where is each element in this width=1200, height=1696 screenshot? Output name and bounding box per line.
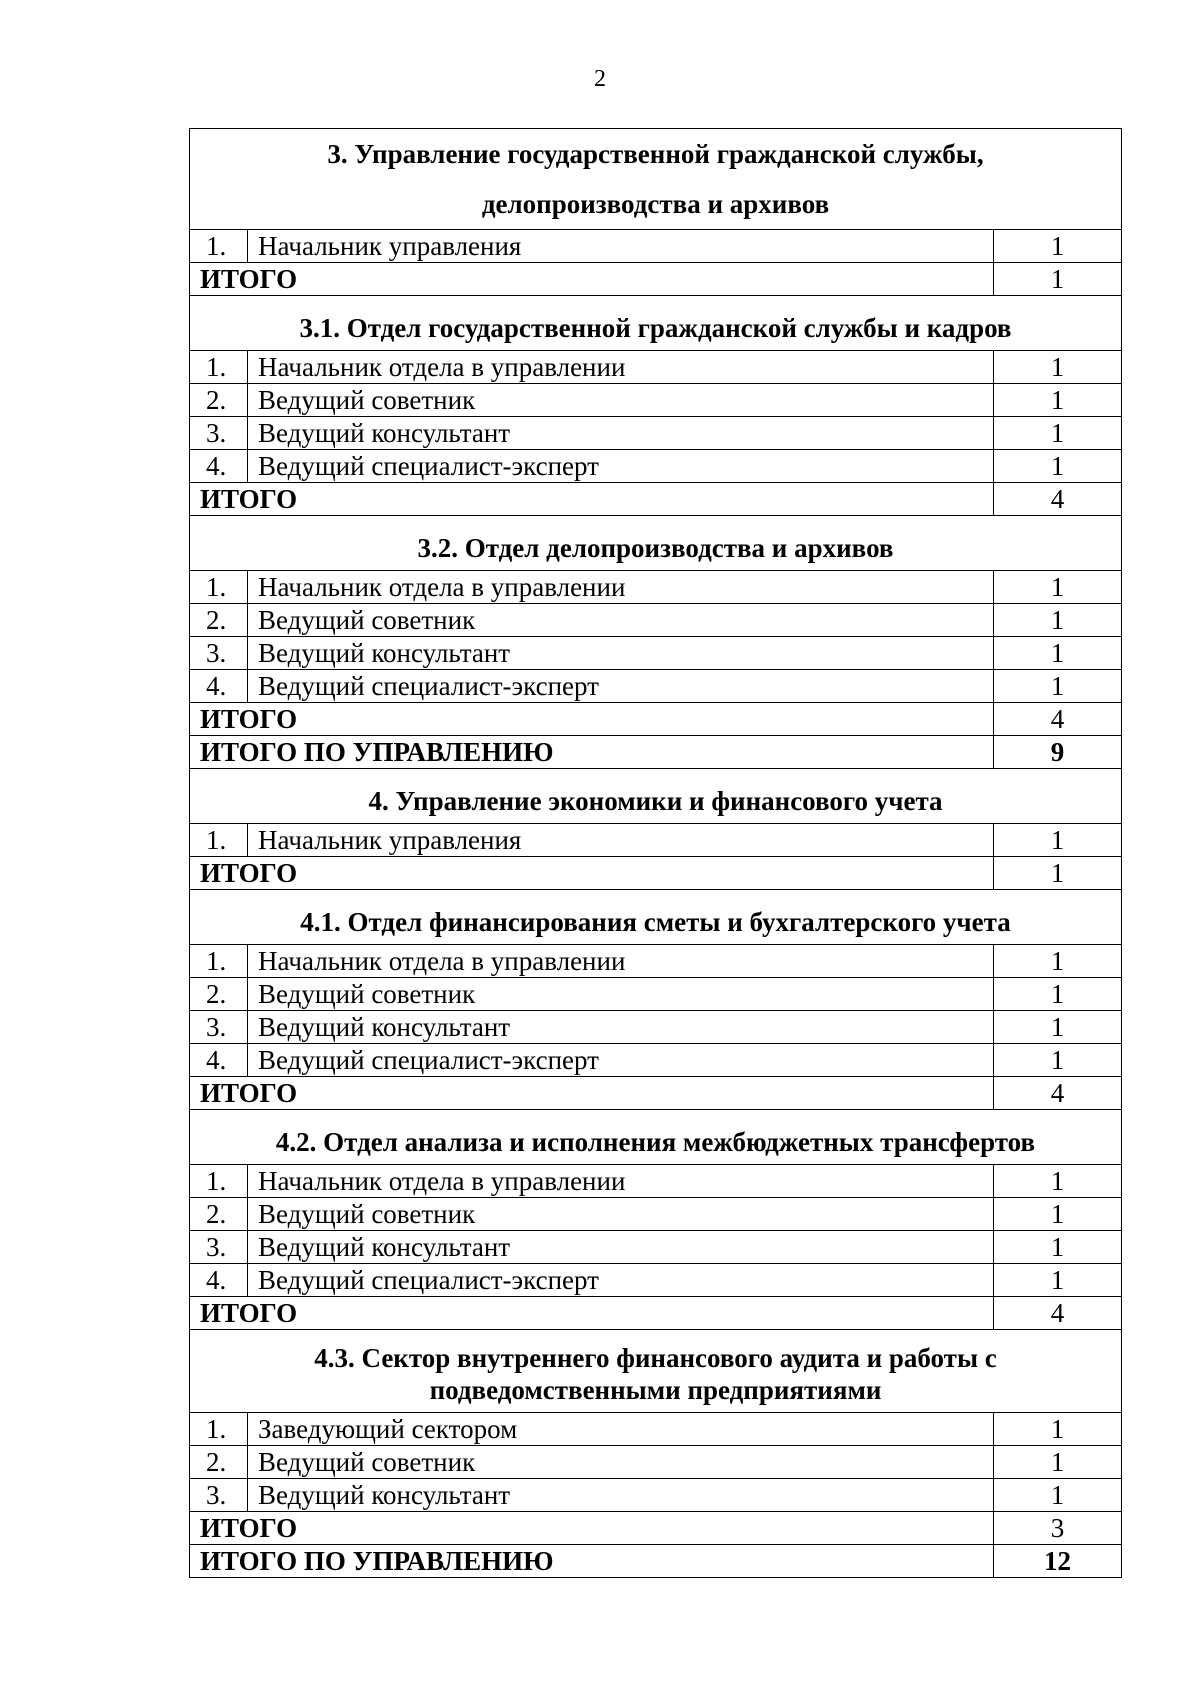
section-title-line: 3.2. Отдел делопроизводства и архивов bbox=[417, 533, 894, 563]
position-number: 4. bbox=[190, 1044, 248, 1077]
position-count: 1 bbox=[994, 1446, 1122, 1479]
position-number: 3. bbox=[190, 1011, 248, 1044]
grand-total-row bbox=[190, 736, 1122, 769]
position-number: 1. bbox=[190, 230, 248, 263]
section-title bbox=[190, 890, 1122, 945]
position-title: Ведущий консультант bbox=[248, 417, 994, 450]
position-title: Начальник отдела в управлении bbox=[248, 571, 994, 604]
section-header-row bbox=[190, 296, 1122, 351]
position-row bbox=[190, 1011, 1122, 1044]
position-count: 1 bbox=[994, 1165, 1122, 1198]
section-title-line: 3. Управление государственной гражданской службы, bbox=[327, 139, 984, 169]
position-title: Ведущий специалист-эксперт bbox=[248, 670, 994, 703]
total-label: ИТОГО bbox=[190, 703, 994, 736]
total-count: 4 bbox=[994, 1297, 1122, 1330]
total-label: ИТОГО bbox=[190, 1297, 994, 1330]
position-count: 1 bbox=[994, 637, 1122, 670]
position-count: 1 bbox=[994, 604, 1122, 637]
section-title-line: 4.1. Отдел финансирования сметы и бухгалтерского учета bbox=[300, 907, 1011, 937]
position-number: 2. bbox=[190, 978, 248, 1011]
section-header-row bbox=[190, 129, 1122, 230]
position-count: 1 bbox=[994, 670, 1122, 703]
grand-total-label: ИТОГО ПО УПРАВЛЕНИЮ bbox=[190, 736, 994, 769]
total-row bbox=[190, 483, 1122, 516]
position-count: 1 bbox=[994, 1011, 1122, 1044]
grand-total-row bbox=[190, 1545, 1122, 1578]
position-row bbox=[190, 450, 1122, 483]
total-row bbox=[190, 703, 1122, 736]
section-title bbox=[190, 1330, 1122, 1413]
section-header-row bbox=[190, 516, 1122, 571]
section-title-line: 4. Управление экономики и финансового учета bbox=[368, 786, 943, 816]
position-count: 1 bbox=[994, 1198, 1122, 1231]
section-header-row bbox=[190, 1330, 1122, 1413]
section-title bbox=[190, 296, 1122, 351]
section-header-row bbox=[190, 1110, 1122, 1165]
position-count: 1 bbox=[994, 945, 1122, 978]
position-number: 1. bbox=[190, 571, 248, 604]
position-row bbox=[190, 824, 1122, 857]
position-row bbox=[190, 1446, 1122, 1479]
position-count: 1 bbox=[994, 450, 1122, 483]
section-title-line: 3.1. Отдел государственной гражданской службы и кадров bbox=[299, 313, 1012, 343]
section-title-line: делопроизводства и архивов bbox=[481, 189, 830, 219]
position-title: Ведущий консультант bbox=[248, 1011, 994, 1044]
position-number: 3. bbox=[190, 1231, 248, 1264]
position-row bbox=[190, 637, 1122, 670]
position-title: Ведущий специалист-эксперт bbox=[248, 1264, 994, 1297]
position-title: Ведущий консультант bbox=[248, 1479, 994, 1512]
position-number: 1. bbox=[190, 1413, 248, 1446]
position-title: Ведущий советник bbox=[248, 384, 994, 417]
total-count: 4 bbox=[994, 1077, 1122, 1110]
position-title: Ведущий специалист-эксперт bbox=[248, 1044, 994, 1077]
page-number: 2 bbox=[594, 66, 606, 92]
position-title: Начальник отдела в управлении bbox=[248, 945, 994, 978]
total-row bbox=[190, 1512, 1122, 1545]
position-row bbox=[190, 571, 1122, 604]
position-row bbox=[190, 1479, 1122, 1512]
position-title: Ведущий советник bbox=[248, 978, 994, 1011]
section-title bbox=[190, 769, 1122, 824]
section-title-line: 4.2. Отдел анализа и исполнения межбюджетных трансфертов bbox=[275, 1127, 1036, 1157]
position-number: 1. bbox=[190, 945, 248, 978]
grand-total-label: ИТОГО ПО УПРАВЛЕНИЮ bbox=[190, 1545, 994, 1578]
position-number: 2. bbox=[190, 1198, 248, 1231]
position-number: 3. bbox=[190, 637, 248, 670]
position-count: 1 bbox=[994, 571, 1122, 604]
position-row bbox=[190, 351, 1122, 384]
position-number: 1. bbox=[190, 824, 248, 857]
position-title: Ведущий советник bbox=[248, 1198, 994, 1231]
total-label: ИТОГО bbox=[190, 1512, 994, 1545]
grand-total-count: 9 bbox=[994, 736, 1122, 769]
position-title: Ведущий консультант bbox=[248, 1231, 994, 1264]
total-label: ИТОГО bbox=[190, 263, 994, 296]
section-title-line: подведомственными предприятиями bbox=[429, 1375, 882, 1405]
position-number: 3. bbox=[190, 417, 248, 450]
position-row bbox=[190, 1165, 1122, 1198]
section-title bbox=[190, 1110, 1122, 1165]
position-count: 1 bbox=[994, 230, 1122, 263]
position-number: 2. bbox=[190, 1446, 248, 1479]
total-row bbox=[190, 263, 1122, 296]
position-row bbox=[190, 604, 1122, 637]
total-label: ИТОГО bbox=[190, 483, 994, 516]
position-number: 4. bbox=[190, 1264, 248, 1297]
section-title bbox=[190, 129, 1122, 230]
position-count: 1 bbox=[994, 417, 1122, 450]
position-row bbox=[190, 1231, 1122, 1264]
total-count: 3 bbox=[994, 1512, 1122, 1545]
position-title: Заведующий сектором bbox=[248, 1413, 994, 1446]
position-count: 1 bbox=[994, 1044, 1122, 1077]
staffing-table bbox=[189, 128, 1122, 1578]
position-number: 2. bbox=[190, 604, 248, 637]
position-title: Начальник отдела в управлении bbox=[248, 351, 994, 384]
position-number: 2. bbox=[190, 384, 248, 417]
total-row bbox=[190, 857, 1122, 890]
position-title: Ведущий специалист-эксперт bbox=[248, 450, 994, 483]
total-count: 1 bbox=[994, 857, 1122, 890]
position-number: 1. bbox=[190, 351, 248, 384]
position-row bbox=[190, 417, 1122, 450]
total-count: 4 bbox=[994, 483, 1122, 516]
total-row bbox=[190, 1297, 1122, 1330]
position-row bbox=[190, 1264, 1122, 1297]
position-row bbox=[190, 945, 1122, 978]
position-title: Начальник отдела в управлении bbox=[248, 1165, 994, 1198]
position-title: Начальник управления bbox=[248, 230, 994, 263]
section-header-row bbox=[190, 890, 1122, 945]
section-title bbox=[190, 516, 1122, 571]
position-count: 1 bbox=[994, 351, 1122, 384]
position-title: Ведущий консультант bbox=[248, 637, 994, 670]
position-row bbox=[190, 1198, 1122, 1231]
position-number: 4. bbox=[190, 670, 248, 703]
total-label: ИТОГО bbox=[190, 857, 994, 890]
position-title: Ведущий советник bbox=[248, 604, 994, 637]
position-count: 1 bbox=[994, 1413, 1122, 1446]
position-row bbox=[190, 670, 1122, 703]
position-row bbox=[190, 1413, 1122, 1446]
position-count: 1 bbox=[994, 1479, 1122, 1512]
position-count: 1 bbox=[994, 978, 1122, 1011]
section-header-row bbox=[190, 769, 1122, 824]
total-count: 4 bbox=[994, 703, 1122, 736]
position-row bbox=[190, 384, 1122, 417]
total-row bbox=[190, 1077, 1122, 1110]
position-number: 4. bbox=[190, 450, 248, 483]
position-count: 1 bbox=[994, 1264, 1122, 1297]
position-count: 1 bbox=[994, 824, 1122, 857]
position-number: 3. bbox=[190, 1479, 248, 1512]
section-title-line: 4.3. Сектор внутреннего финансового аудита и работы с bbox=[314, 1343, 997, 1373]
position-title: Начальник управления bbox=[248, 824, 994, 857]
position-title: Ведущий советник bbox=[248, 1446, 994, 1479]
position-number: 1. bbox=[190, 1165, 248, 1198]
position-count: 1 bbox=[994, 1231, 1122, 1264]
position-count: 1 bbox=[994, 384, 1122, 417]
position-row bbox=[190, 230, 1122, 263]
position-row bbox=[190, 978, 1122, 1011]
grand-total-count: 12 bbox=[994, 1545, 1122, 1578]
position-row bbox=[190, 1044, 1122, 1077]
total-label: ИТОГО bbox=[190, 1077, 994, 1110]
total-count: 1 bbox=[994, 263, 1122, 296]
